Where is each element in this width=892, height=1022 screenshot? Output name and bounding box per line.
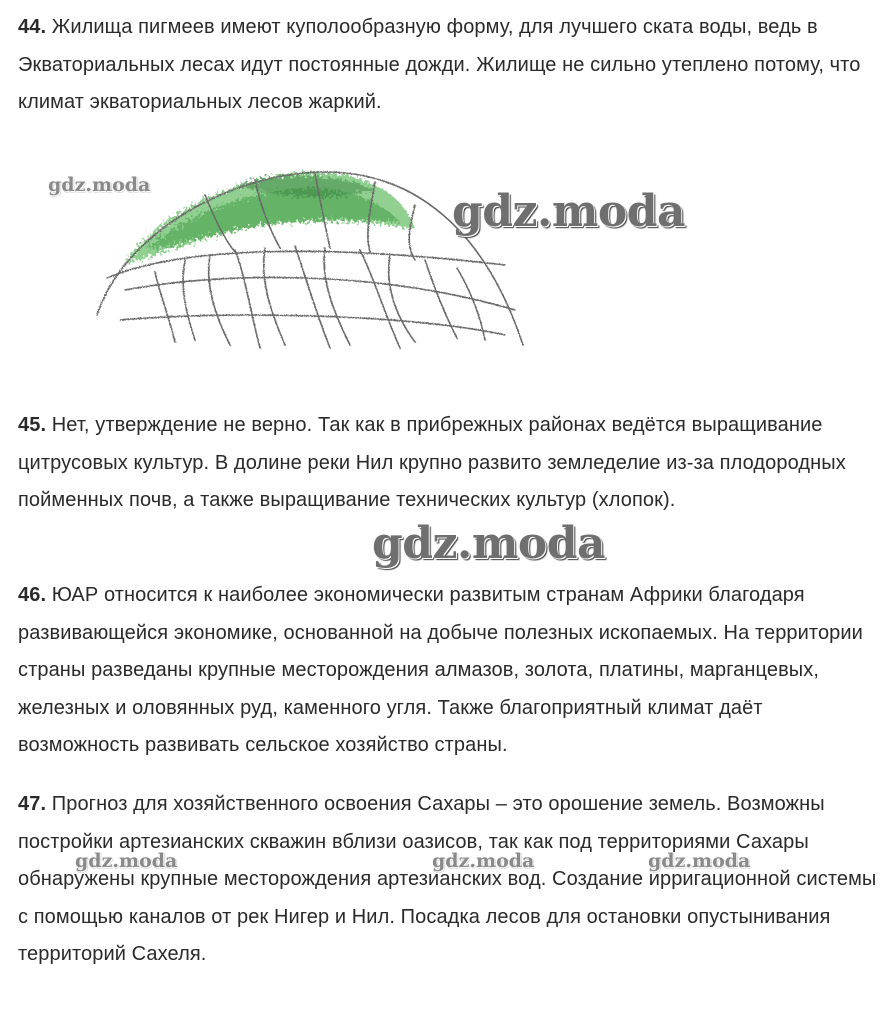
answer-text: Жилища пигмеев имеют куполообразную форму, для лучшего ската воды, ведь в Экваториальных лесах идут постоянные дожди. Жилище не сильно утеплено потому, что климат экваториальных лесов жаркий.: [18, 16, 861, 113]
watermark: gdz.moda: [372, 518, 606, 569]
answer-text: Прогноз для хозяйственного освоения Сахары – это орошение земель. Возможны постройки артезианских скважин вблизи оазисов, так как под территориями Сахары обнаружены крупные месторождения артезианских вод. Создание ирригационной системы с помощью каналов от рек Нигер и Нил. Посадка лесов для остановки опустынивания территорий Сахеля.: [18, 793, 877, 965]
answer-number: 44.: [18, 16, 47, 38]
answer-45: [18, 407, 878, 520]
watermark: gdz.moda: [432, 850, 535, 872]
answer-text: Нет, утверждение не верно. Так как в прибрежных районах ведётся выращивание цитрусовых культур. В долине реки Нил крупно развито земледелие из-за плодородных пойменных почв, а также выращивание технических культур (хлопок).: [18, 414, 846, 511]
answer-number: 45.: [18, 414, 47, 436]
answer-number: 47.: [18, 793, 47, 815]
answer-47: [18, 786, 878, 974]
watermark: gdz.moda: [648, 850, 751, 872]
dome-ring: [107, 251, 505, 278]
answer-number: 46.: [18, 584, 47, 606]
answer-46: [18, 577, 878, 765]
watermark: gdz.moda: [48, 174, 151, 196]
answer-44: [18, 9, 878, 122]
answer-text: ЮАР относится к наиболее экономически развитым странам Африки благодаря развивающейся экономике, основанной на добыче полезных ископаемых. На территории страны разведаны крупные месторождения алмазов, золота, платины, марганцевых, железных и оловянных руд, каменного угля. Также благоприятный климат даёт возможность развивать сельское хозяйство страны.: [18, 584, 863, 756]
watermark: gdz.moda: [452, 186, 686, 237]
watermark: gdz.moda: [75, 850, 178, 872]
